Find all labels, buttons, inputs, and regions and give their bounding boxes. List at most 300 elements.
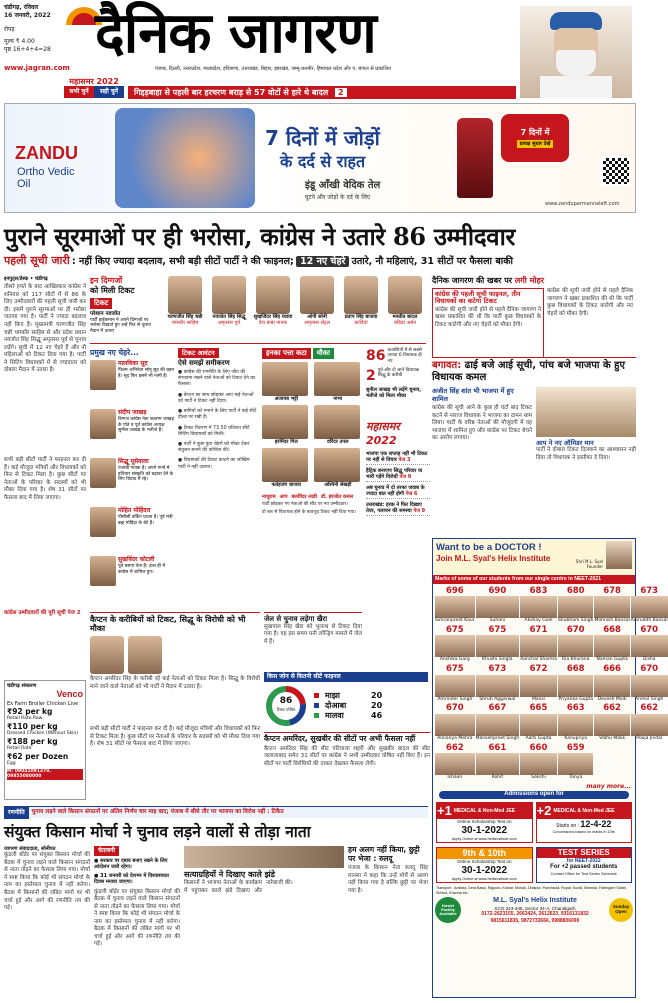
cut-ticket-labels <box>262 492 362 501</box>
helix-student <box>435 664 475 702</box>
helix-student-name: Simranpreet Kaur <box>435 618 475 624</box>
zone-row <box>314 691 382 701</box>
helix-transport: Transport : Ambala, Dera Bassi, Rajpura, Kharar, Mohali, Zirakpur, Panchkula, Ropar, Kurali, Morinda, Fatehgarh Sahib, Sirhind, Khanna etc. <box>436 886 627 895</box>
top-strip[interactable] <box>128 86 516 99</box>
warn-list <box>94 858 180 886</box>
ticket-points <box>178 370 258 471</box>
captain-faces <box>90 636 260 674</box>
bjp-sub2: आप ने नए ऑमिडर मान <box>536 439 594 447</box>
helix-student-photo <box>631 714 668 736</box>
helix-scholar2-site: Apply Online at www.helixinstitute.com <box>451 877 517 882</box>
pages-label: पृष्ठ 16+4+4=28 <box>4 46 51 53</box>
helix-student-photo <box>435 714 475 736</box>
helix-founder: Shri M.L. Syal Founder <box>575 559 603 569</box>
mahasamar-links <box>366 420 430 516</box>
helix-student <box>520 703 557 741</box>
new-face-photo <box>90 409 116 439</box>
bjp-body-row <box>432 387 636 503</box>
bottom-strip[interactable] <box>4 806 428 818</box>
helix-grid <box>433 584 668 783</box>
cut-ticket-photo <box>314 405 360 439</box>
new-face-item[interactable] <box>90 458 174 504</box>
helix-student-photo <box>435 753 475 775</box>
helix-plus1-head <box>437 803 532 819</box>
leader-photo <box>388 276 422 314</box>
leader-name: चरणजीत सिंह चन्नी <box>167 314 203 320</box>
helix-score: 678 <box>603 585 621 596</box>
bottom-mid-title[interactable]: सत्याग्रहियों ने दिखाए काले झंडे <box>184 870 275 879</box>
zone-stats <box>264 672 428 730</box>
helix-student-name: Suhani <box>489 618 506 624</box>
ticket-column-subtitle: ऐसे समझें समीकरण <box>178 359 230 368</box>
lead-subhead <box>4 254 636 270</box>
captain-box-body: कैप्टन अमरिंदर सिंह के करीबी रहे कई नेताओं को टिकट मिला है। सिद्धू के विरोधी माने जाने वाले नेताओं को भी पार्टी ने मैदान में उतारा है। <box>90 676 260 690</box>
leader-photo <box>212 276 246 314</box>
cut-ticket-person[interactable] <box>262 405 311 445</box>
mahasamar-link[interactable] <box>366 468 430 482</box>
helix-student-photo <box>435 635 475 657</box>
cta-text: कांग्रेस उम्मीदवारों की पूरी सूची <box>4 610 66 617</box>
helix-student <box>520 664 557 702</box>
helix-student <box>631 625 668 663</box>
helix-student-photo <box>631 635 668 657</box>
helix-student-photo <box>520 596 557 618</box>
helix-score: 662 <box>603 703 621 714</box>
leader-photo <box>168 276 202 314</box>
new-face-item[interactable] <box>90 409 174 455</box>
cut-ticket-person[interactable] <box>262 362 311 402</box>
mahasamar-link-text: हैट्रिक बनाएगा सिद्धू परिवार या भारी पड़ेंगे विरोधी <box>366 467 423 480</box>
venco-line: Ex Farm Broiler Chicken Live <box>7 700 79 707</box>
bottom-strip-label: रणनीति <box>4 807 29 819</box>
right-top-heading[interactable] <box>432 276 636 286</box>
cut-ticket-title2: मौका <box>313 348 334 359</box>
mahasamar-link[interactable] <box>366 502 430 516</box>
bottom-body-2: कुंडली बॉर्डर पर संयुक्त किसान मोर्चा की बैठक में चुनाव लड़ने वाले किसान संगठनों से नाता तोड़ने का फैसला लिया गया। मोर्चा ने स्पष्ट किया कि कोई भी संगठन मोर्चा के नाम का इस्तेमाल चुनाव में नहीं करेगा। बैठक में किसानों की लंबित मांगों पर भी चर्चा हुई और आगे की रणनीति तय की गई। <box>94 888 180 948</box>
helix-student-photo <box>558 714 594 736</box>
captain-sukhbir-title[interactable]: कैप्टन अमरिंदर, सुखबीर की सीटों पर अभी फैसला नहीं <box>264 734 416 743</box>
helix-phones2[interactable]: 9815611835, 9872733666, 9988806090 <box>490 917 580 924</box>
cut-ticket-person[interactable] <box>262 448 311 488</box>
edition-label: रोपड़ <box>4 26 15 33</box>
helix-student <box>631 664 668 702</box>
new-face-item[interactable] <box>90 360 174 406</box>
helix-test-series3: For +2 passed students <box>550 864 618 871</box>
helix-footer <box>433 896 635 925</box>
zone-value: 20 <box>371 700 383 710</box>
helix-plus1: +1 <box>437 802 452 818</box>
right-top-body-row <box>432 288 636 358</box>
cta-page: पेज 2 <box>67 610 81 617</box>
badge-text: 7 दिनों में <box>520 127 550 137</box>
count-row-1 <box>366 348 426 366</box>
helix-student-photo <box>476 714 519 736</box>
cut-ticket-person[interactable] <box>314 405 363 445</box>
helix-score: 670 <box>640 624 659 635</box>
helix-plus2-text: MEDICAL & Non-Med JEE <box>553 807 615 814</box>
helix-student-name: Vibhu Malik <box>599 735 626 741</box>
helix-student-name: Anmol Singh <box>634 696 664 702</box>
bottom-headline[interactable]: संयुक्त किसान मोर्चा ने चुनाव लड़ने वालों से तोड़ा नाता <box>4 822 311 841</box>
helix-score: 696 <box>445 585 464 596</box>
helix-plus1-box[interactable] <box>436 802 533 843</box>
helix-score: 690 <box>488 585 507 596</box>
helix-phones[interactable]: 0172-2623155, 2663424, 2612623, 9316131832 <box>481 911 589 918</box>
venco-ad[interactable] <box>4 680 86 800</box>
lead-kicker: पहली सूची जारी <box>4 254 70 267</box>
cut-ticket-name: वरिंदर उपल <box>326 439 349 445</box>
top-strip-text: गिद्दड़बाहा से पहली बार हरचरण बराड़ से 57 वोटों से हारे थे बादल <box>134 88 329 97</box>
helix-student-name: Shruti Aggarwal <box>479 696 516 702</box>
helix-scholar1-date: 30-1-2022 <box>461 824 508 836</box>
right-top-title: दैनिक जागरण की खबर पर <box>432 276 513 285</box>
bjp-body2: पार्टी ने दोबारा टिकट दिलवाने का आश्वासन नहीं दिया तो विधायक ने इस्तीफा दे दिया। <box>536 447 636 461</box>
ticket-tag: टिकट <box>90 298 112 309</box>
helix-student-photo <box>520 675 557 697</box>
helix-student <box>520 586 557 624</box>
zone-name: माझा <box>325 690 340 700</box>
helix-founder-photo <box>606 541 632 569</box>
lead-headline[interactable]: पुराने सूरमाओं पर ही भरोसा, कांग्रेस ने उतारे 86 उम्मीदवार <box>4 222 516 251</box>
right-top-clipping <box>432 288 544 358</box>
helix-starts <box>537 819 632 830</box>
venco-p2: ₹110 per kg <box>7 721 58 731</box>
helix-nine-ten-box[interactable] <box>436 847 533 883</box>
date-line: चंडीगढ़, रविवार 16 जनवरी, 2022 <box>4 4 51 19</box>
bottom-right-title[interactable]: हम अलग नहीं किया, छुट्टी पर भेजा : रुलदू <box>348 845 420 863</box>
count-box <box>366 348 426 400</box>
cut-ticket-person[interactable] <box>314 448 363 488</box>
bottom-col-2 <box>94 846 180 969</box>
helix-student <box>631 586 668 624</box>
zone-name: मालवा <box>325 710 344 720</box>
helix-title2: Join M.L. Syal's Helix Institute <box>436 553 551 563</box>
ticket-point: ● केप्टन का साथ छोड़कर आए कई नेताओं को पार्टी ने टिकट नहीं दिया। <box>178 392 254 404</box>
helix-plus-row <box>433 800 635 845</box>
zandu-tagline2: घुटने और जोड़ों के दर्द के लिए <box>305 194 371 201</box>
helix-test-series-box[interactable] <box>536 847 633 883</box>
leader-seat: बठिंडा अर्बन <box>393 320 417 327</box>
helix-score: 660 <box>529 742 548 753</box>
count-row-2 <box>366 368 426 386</box>
new-face-desc: पूर्व बसपा नेता हैं। हाल ही में कांग्रेस में शामिल हुए। <box>118 563 166 575</box>
helix-student <box>435 703 475 741</box>
zone-row <box>314 711 382 721</box>
ticket-point: ● विधायकों की टिकट काटने का जोखिम पार्टी ने नहीं उठाया। <box>178 458 250 470</box>
ticket-point: ● कांग्रेस की रणनीति के लिए जीत की संभावना रखने वाले नेताओं को टिकट देने का फैसला। <box>178 369 256 388</box>
right-top-title2: लगी मोहर <box>514 276 544 285</box>
bottom-body: कुंडली बॉर्डर पर संयुक्त किसान मोर्चा की बैठक में चुनाव लड़ने वाले किसान संगठनों से नाता तोड़ने का फैसला लिया गया। मोर्चा ने स्पष्ट किया कि कोई भी संगठन मोर्चा के नाम का इस्तेमाल चुनाव में नहीं करेगा। बैठक में किसानों की लंबित मांगों पर भी चर्चा हुई और आगे की रणनीति तय की गई। <box>4 852 90 912</box>
leader-seat: चमकौर साहिब <box>171 320 199 327</box>
helix-student-name: Aniruddh Bansal <box>630 618 668 624</box>
sabhi-chune-tag: सभी चुनें <box>64 86 94 98</box>
count-row-3: सुनील जाखड़ भी लड़ेंगे चुनाव, भतीजे को मिला मौका <box>366 387 422 400</box>
knee-image <box>115 108 255 208</box>
mahasamar-links-title: महासमर 2022 <box>366 420 400 447</box>
helix-more: many more... <box>586 782 631 790</box>
helix-score: 668 <box>603 624 621 635</box>
lead-subhead-text: : नहीं किए ज्यादा बदलाव, सभी बड़ी सीटों पार्टी ने की फाइनल; <box>71 256 294 267</box>
leader-card[interactable] <box>252 276 294 342</box>
helix-student <box>631 703 668 741</box>
leader-seat: कादियां <box>354 320 368 327</box>
helix-student-name: Anshika Garg <box>439 657 470 663</box>
helix-score: 675 <box>488 624 507 635</box>
bjp-body: कांग्रेस की सूची आने के कुछ ही घंटों बाद टिकट कटने से नाराज विधायक ने भाजपा का दामन थाम लिया। पार्टी के वरिष्ठ नेताओं की मौजूदगी में वह भाजपा में शामिल हुए और कांग्रेस पर टिकट बेचने का आरोप लगाया। <box>432 405 532 442</box>
leader-seat: अमृतसर सेंट्रल <box>304 320 330 327</box>
site-url[interactable]: www.jagran.com <box>4 64 70 72</box>
cut-ticket-name: फतेहजंग बाजवा <box>271 482 302 489</box>
leader-card[interactable] <box>164 276 206 342</box>
byline: इनपुट्स/डेस्क • चंडीगढ़ <box>4 276 48 282</box>
leader-photo <box>520 6 632 98</box>
bjp-kicker: बगावत: <box>432 360 462 371</box>
helix-plus2-box[interactable] <box>536 802 633 843</box>
right-top-sub: कांग्रेस की पहली सूची फाइनल, तीन विधायकों का कटेगा टिकट <box>435 290 521 306</box>
bottom-col-1 <box>4 846 90 994</box>
helix-student-photo <box>594 714 629 736</box>
mahasamar-text: महासमर 2022 <box>69 77 119 86</box>
helix-header <box>433 539 635 575</box>
zone-value: 20 <box>371 690 383 700</box>
cut-ticket-notes <box>262 502 362 515</box>
qr-code-icon[interactable] <box>601 156 631 186</box>
filler-body: सभी बड़ी सीटों पार्टी ने फाइनल कर दी हैं। कई मौजूदा मंत्रियों और विधायकों को फिर से टिकट मिला है। कुछ सीटों पर नेताओं के परिवार के सदस्यों को भी मौका दिया गया है। शेष 31 सीटों पर फैसला बाद में लिया जाएगा। <box>90 726 260 748</box>
leader-card[interactable] <box>340 276 382 342</box>
leaders-box <box>90 276 426 344</box>
seven-days-badge <box>501 114 569 162</box>
helix-student-photo <box>435 596 475 618</box>
helix-student <box>558 664 594 702</box>
helix-student <box>520 743 557 781</box>
helix-address: SCO 343-345, Sector 34-A, Chandigarh <box>494 905 576 911</box>
helix-student-name: Pooja Jindal <box>636 735 663 741</box>
lead-cta[interactable] <box>4 610 86 617</box>
cut-ticket-photo <box>314 448 360 482</box>
ticket-column <box>178 348 258 475</box>
price-label: मूल्य ₹ 4.00 <box>4 38 35 45</box>
helix-score: 671 <box>529 624 548 635</box>
captain-box <box>90 612 260 724</box>
oil-bottle <box>457 118 493 198</box>
leaders-row <box>164 276 426 342</box>
cut-ticket-note: दो बार से विधायक होने के बावजूद टिकट नहीं दिया गया। <box>262 509 357 515</box>
helix-test-series4: Contact Office for Test Series Schedule <box>550 871 617 876</box>
new-face-item[interactable] <box>90 556 174 602</box>
zone-value: 46 <box>371 710 383 720</box>
helix-student-name: Mansi <box>531 696 546 702</box>
new-face-text <box>118 409 174 455</box>
helix-student-photo <box>594 635 629 657</box>
helix-student-photo <box>594 675 629 697</box>
zandu-ad[interactable] <box>4 103 636 213</box>
helix-score: 670 <box>566 624 585 635</box>
venco-p1: ₹92 per kg <box>7 706 53 716</box>
new-face-name: सिद्धू मूसेवाला <box>118 458 149 466</box>
helix-score: 683 <box>529 585 548 596</box>
cut-ticket-photo <box>314 362 360 396</box>
new-faces-title: प्रमुख नए चेहरे... <box>90 348 139 357</box>
helix-student-photo <box>558 596 594 618</box>
cut-ticket-grid <box>262 362 362 489</box>
helix-student <box>558 625 594 663</box>
khaira-title[interactable]: जेल से चुनाव लड़ेगा खैरा <box>264 615 328 623</box>
helix-brand: M.L. Syal's Helix Institute <box>493 896 577 904</box>
helix-student-name: Ria Khurana <box>561 657 590 663</box>
venco-p3-label: Retail Rate <box>7 746 32 752</box>
new-face-text <box>118 556 174 602</box>
bjp-right <box>536 387 636 503</box>
helix-student-photo <box>520 635 557 657</box>
warn-item: ● सरकार पर दबाव बनाए रखने के लिए आंदोलन जारी रहेगा। <box>94 857 168 870</box>
lead-column <box>4 276 86 617</box>
helix-student-photo <box>558 753 594 775</box>
captain-sukhbir-story <box>264 732 430 802</box>
helix-sunday-badge: Sunday Open <box>609 898 633 922</box>
cut-ticket-title: इनका पत्ता कटा <box>262 348 311 359</box>
right-top-body: कांग्रेस की सूची जारी होने से पहले दैनिक जागरण ने खबर प्रकाशित की थी कि पार्टी कुछ विधायकों के टिकट काटेगी और नए चेहरों को मौका देगी। <box>547 288 633 317</box>
sahi-chune-tag: सही चुनें <box>94 86 124 98</box>
cut-ticket-person[interactable] <box>314 362 363 402</box>
helix-student-photo <box>631 596 668 618</box>
masthead <box>0 0 640 100</box>
bottom-byline: जागरण संवाददाता, सोनीपत <box>4 846 56 852</box>
helix-student <box>594 703 629 741</box>
helix-student-photo <box>476 753 519 775</box>
warn-item: ● 31 जनवरी को देशभर में विश्वासघात दिवस मनाया जाएगा। <box>94 872 169 885</box>
helix-student-photo <box>520 753 557 775</box>
zone-donut <box>264 684 308 728</box>
venco-p3: ₹188 per kg <box>7 736 58 746</box>
cut-ticket-name: नाभा <box>333 395 343 402</box>
helix-student-name: Aanchal Sharma <box>520 657 557 663</box>
zandu-product: Ortho Vedic Oil <box>17 166 75 191</box>
helix-row-2 <box>433 845 635 885</box>
leader-seat: डेरा बाबा नानक <box>258 320 288 327</box>
helix-student <box>520 625 557 663</box>
donut-total: 86 <box>279 695 293 706</box>
zandu-line2: के दर्द से राहत <box>280 152 366 171</box>
helix-score: 672 <box>529 664 548 674</box>
bottom-mid-body: किसानों ने भाजपा नेताओं के कार्यक्रम में पहुंचकर काले झंडे दिखाए और नारेबाजी की। <box>184 880 293 894</box>
helix-student-photo <box>558 635 594 657</box>
right-top-clip-body: कांग्रेस की सूची जारी होने से पहले दैनिक जागरण ने खबर प्रकाशित की थी कि पार्टी कुछ विधायकों के टिकट काटेगी और नए चेहरों को मौका देगी। <box>435 306 541 329</box>
helix-score: 661 <box>488 742 507 753</box>
zone-row <box>314 701 382 711</box>
leader-card[interactable] <box>296 276 338 342</box>
helix-student-name: Annanya Mehra <box>437 735 473 741</box>
helix-student-name: Kanupriya <box>564 735 588 741</box>
cut-ticket-photo <box>262 448 308 482</box>
cut-ticket-label: नाथूराम <box>262 493 276 500</box>
new-face-name: मोहित मोहिंदरा <box>118 507 151 515</box>
helix-test-series2: for NEET-2022 <box>566 857 601 864</box>
bottom-strip-text: चुनाव लड़ने वाले किसान संगठनों पर अंतिम निर्णय चार माह बाद; पंजाब में सीधे तौर पर भाजपा का विरोध नहीं : टिकैत <box>31 808 284 815</box>
bottom-warn-title: चेतावनी <box>94 846 119 856</box>
lead-body: तीसरे हफ्ते के बाद आखिरकार कांग्रेस ने शनिवार को 117 सीटों में से 86 के लिए उम्मीदवारों की पहली सूची जारी कर दी। इसमें पुराने सूरमाओं पर ही भरोसा जताया गया है। पार्टी ने ज्यादा बदलाव नहीं किए हैं। मुख्यमंत्री चरणजीत सिंह चन्नी चमकौर साहिब से और प्रदेश प्रधान नवजोत सिंह सिद्धू अमृतसर पूर्व से चुनाव लड़ेंगे। सूची में 12 नए चेहरे हैं और नौ महिलाओं को टिकट दिया गया है। पार्टी ने सिटिंग विधायकों में से ज्यादातर को दोबारा मैदान में उतारा है। <box>4 284 86 374</box>
helix-score: 662 <box>640 703 659 714</box>
helix-score: 665 <box>529 703 548 714</box>
leaders-note-title: परेशान नवजोत <box>90 310 121 317</box>
helix-student-name: Rohit <box>491 775 504 781</box>
new-face-desc: दिग्गज कांग्रेस नेता बलराम जाखड़ के पोते व पूर्व कांग्रेस अध्यक्ष सुनील जाखड़ के भतीजे हैं। <box>118 416 174 434</box>
new-face-photo <box>90 458 116 488</box>
helix-student-name: Priyanka Gupta <box>558 696 593 702</box>
helix-score: 670 <box>640 664 659 674</box>
helix-student <box>435 586 475 624</box>
helix-score: 673 <box>640 585 659 596</box>
beard-shape <box>556 50 596 76</box>
helix-score: 675 <box>445 624 464 635</box>
new-face-item[interactable] <box>90 507 174 553</box>
helix-student-name: Ishaan <box>447 775 463 781</box>
leader-card[interactable] <box>208 276 250 342</box>
khaira-box <box>264 612 362 670</box>
helix-score: 675 <box>445 664 464 674</box>
helix-score: 659 <box>566 742 585 753</box>
helix-ad[interactable] <box>432 538 668 998</box>
bjp-heading[interactable] <box>432 360 636 384</box>
venco-p4-label: Egg <box>7 761 16 767</box>
zone-dot-icon <box>314 703 319 708</box>
mahasamar-link-page: पेज 9 <box>413 507 426 514</box>
leader-photo <box>256 276 290 314</box>
helix-student <box>594 625 629 663</box>
leader-name: सुखजिंदर सिंह रंधावा <box>253 314 293 320</box>
helix-student <box>476 703 519 741</box>
mahasamar-link-text: अब चुनाव में दो तरफा जवाब के ज्यादा बात नहीं होगी <box>366 484 425 497</box>
helix-student-name: Naman Gupta <box>596 657 628 663</box>
new-face-name: मालविका सूद <box>118 360 148 368</box>
leader-seat: अमृतसर पूर्व <box>217 320 241 327</box>
cut-ticket-label: बलविंदर लाडी <box>291 493 317 500</box>
zone-name: दोआबा <box>325 700 347 710</box>
helix-title: Want to be a DOCTOR ! <box>436 542 542 553</box>
mahasamar-link[interactable] <box>366 451 430 465</box>
bottom-col-3 <box>184 846 344 990</box>
mahasamar-link-text: उत्तराखंड: हरक ने फिर दिखाए तेवर, पलायन की समस्या <box>366 501 422 514</box>
leader-name: नवजोत सिंह सिद्धू <box>212 314 246 320</box>
cut-ticket-header <box>262 348 362 359</box>
captain-box-title[interactable]: कैप्टन के करीबियों को टिकट, सिद्धू के विरोधी को भी मौका <box>90 615 246 634</box>
mahasamar-link-text: भाजपा एक सप्ताह नहीं भी टिकट पर नहीं से विचार <box>366 450 428 463</box>
bjp-headline: ढाई बजे आई सूची, पांच बजे भाजपा के हुए विधायक कमल <box>432 360 626 383</box>
ticket-point: ● पार्टी ने कुछ युवा चेहरों को मौका देकर संतुलन बनाने की कोशिश की। <box>178 441 250 454</box>
leader-name: ओपी सोनी <box>307 314 327 320</box>
helix-student-photo <box>476 596 519 618</box>
cut-ticket-name: अजायब भट्टी <box>274 395 299 402</box>
helix-plus2-head <box>537 803 632 819</box>
new-face-photo <box>90 360 116 390</box>
zone-stats-title: किस जोन से कितनी सीटें फाइनल <box>264 672 428 682</box>
new-face-desc: पीसीसी वर्किंग प्रधान हैं। पूर्व मंत्री ब्रह्म मोहिंद्रा के बेटे हैं। <box>118 514 173 526</box>
new-faces-column <box>90 348 174 602</box>
helix-score: 673 <box>488 664 507 674</box>
helix-student-photo <box>435 675 475 697</box>
ticket-point: ● टिकट वितरण में 73.50 प्रतिशत सीटें सिटिंग विधायकों को मिलीं। <box>178 425 250 437</box>
helix-student <box>476 664 519 702</box>
newspaper-logo: दैनिक जागरण <box>95 0 376 66</box>
leader-card[interactable] <box>384 276 426 342</box>
zandu-site[interactable]: www.zanduparmanneleft.com <box>545 201 620 207</box>
leader-photo <box>300 276 334 314</box>
ticket-column-title: टिकट आवंटन <box>178 348 219 358</box>
mahasamar-list <box>366 451 430 516</box>
helix-contact <box>463 897 607 924</box>
mahasamar-link[interactable] <box>366 485 430 499</box>
leaders-title: इन दिग्गजों <box>90 276 123 285</box>
helix-scholar1: Online Scholarship Test on <box>456 819 512 824</box>
